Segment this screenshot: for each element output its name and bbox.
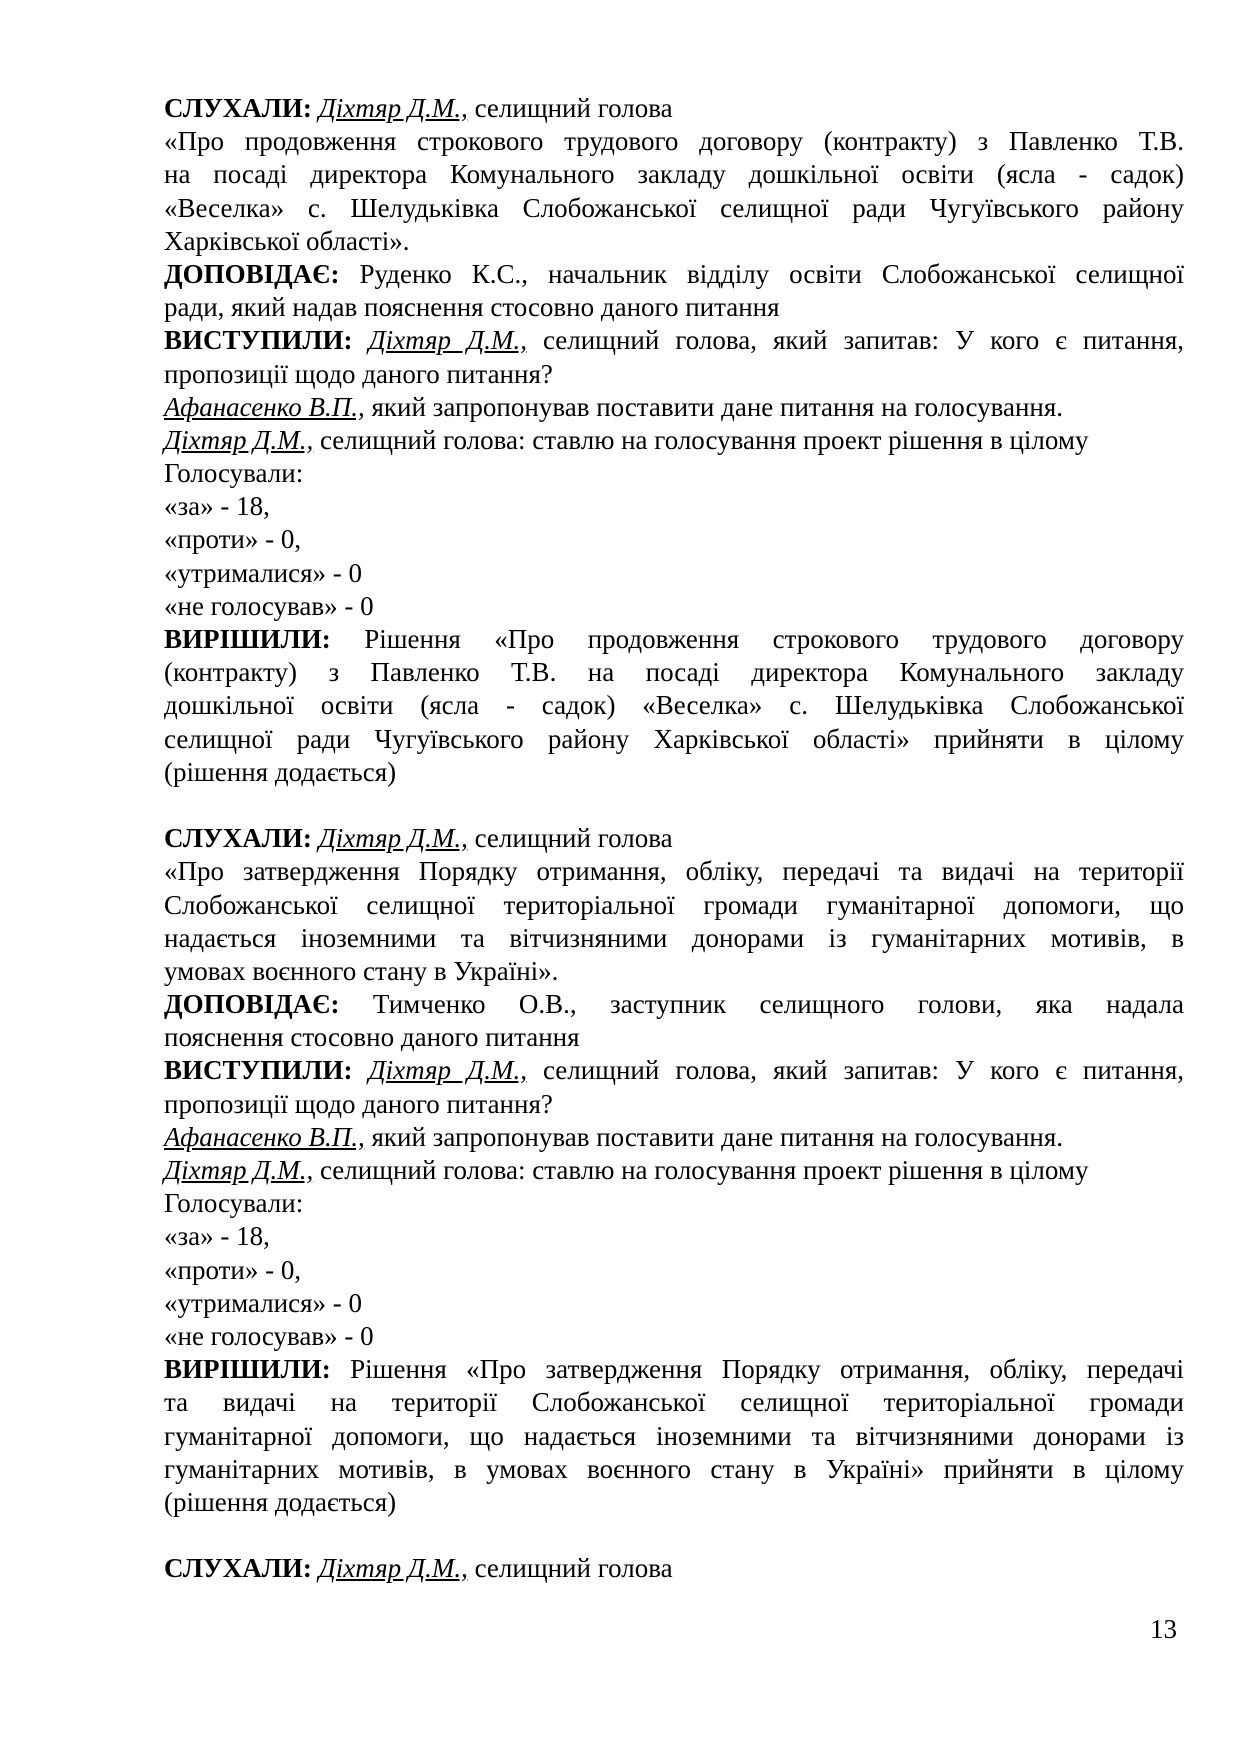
speaker-name: Афанасенко В.П., — [164, 1121, 365, 1152]
speaker-name: Діхтяр Д.М., — [318, 1553, 468, 1584]
subject-line: «Про затвердження Порядку отримання, обліку, передачі та видачі на території — [164, 856, 1184, 887]
subject-line: надається іноземними та вітчизняними донорами із гуманітарних мотивів, в — [164, 922, 1184, 953]
speaker-name: Діхтяр Д.М., — [368, 1055, 527, 1086]
heard-line — [164, 92, 1184, 125]
decision-attached: (рішення додається) — [164, 756, 397, 787]
subject-line: Харківської області». — [164, 225, 410, 256]
reporter-text: Руденко К.С., начальник відділу освіти Слобожанської селищної — [339, 258, 1184, 289]
reported-line-cont: пояснення стосовно даного питання — [164, 1022, 580, 1053]
decided-label: ВИРІШИЛИ: — [164, 624, 331, 654]
decision-line: дошкільної освіти (ясла - садок) «Веселка» с. Шелудьківка Слобожанської — [164, 690, 1184, 721]
spoke-line-cont: пропозиції щодо даного питання? — [164, 1088, 553, 1119]
decided-label: ВИРІШИЛИ: — [164, 1354, 331, 1385]
decision-text: Рішення «Про продовження строкового трудового договору — [330, 624, 1184, 654]
agenda-item-1 — [164, 92, 1184, 789]
speaker-name: Діхтяр Д.М., — [368, 325, 527, 356]
spoke-line-cont: пропозиції щодо даного питання? — [164, 358, 553, 389]
proposal-line — [164, 1121, 1184, 1154]
subject-line: Слобожанської селищної територіальної громади гуманітарної допомоги, що — [164, 889, 1184, 920]
speaker-name: Діхтяр Д.М., — [164, 1155, 314, 1185]
vote-abstained: «утрималися» - 0 — [164, 557, 363, 588]
heard-label: СЛУХАЛИ: — [164, 93, 312, 123]
decision-line: гуманітарних мотивів, в умовах воєнного стану в Україні» прийняти в цілому — [164, 1453, 1184, 1484]
vote-against: «проти» - 0, — [164, 524, 302, 555]
heard-label: СЛУХАЛИ: — [164, 823, 312, 854]
reported-label: ДОПОВІДАЄ: — [164, 989, 340, 1020]
reporter-text: Тимченко О.В., заступник селищного голови, яка надала — [339, 989, 1184, 1020]
proposal-text: який запропонував поставити дане питання на голосування. — [364, 391, 1064, 422]
speaker-role: селищний голова — [467, 1553, 673, 1584]
decision-line: селищної ради Чугуївського району Харківської області» прийняти в цілому — [164, 723, 1184, 754]
speaker-name: Діхтяр Д.М., — [318, 93, 468, 123]
decided-line — [164, 623, 1184, 656]
reported-line — [164, 988, 1184, 1021]
vote-abstained: «утрималися» - 0 — [164, 1287, 363, 1318]
vote-call-text: селищний голова: ставлю на голосування проект рішення в цілому — [313, 424, 1089, 455]
voted-heading: Голосували: — [164, 1188, 304, 1219]
vote-for: «за» - 18, — [164, 1221, 270, 1252]
heard-line — [164, 1552, 1184, 1585]
reported-line-cont: ради, який надав пояснення стосовно даного питання — [164, 292, 780, 323]
spoke-line — [164, 324, 1184, 357]
subject-line: «Веселка» с. Шелудьківка Слобожанської селищної ради Чугуївського району — [164, 192, 1184, 223]
paragraph-gap — [164, 789, 1184, 822]
reported-label: ДОПОВІДАЄ: — [164, 258, 340, 289]
vote-not-voted: «не голосував» - 0 — [164, 1320, 374, 1351]
speaker-name: Афанасенко В.П., — [164, 391, 365, 422]
agenda-item-2 — [164, 822, 1184, 1519]
heard-label: СЛУХАЛИ: — [164, 1553, 312, 1584]
voted-heading: Голосували: — [164, 458, 304, 489]
decided-line — [164, 1353, 1184, 1386]
speaker-role: селищний голова — [467, 93, 673, 123]
spoke-line — [164, 1054, 1184, 1087]
agenda-item-3 — [164, 1552, 1184, 1585]
spoke-label: ВИСТУПИЛИ: — [164, 1055, 353, 1086]
protocol-body — [164, 92, 1184, 1585]
subject-line: «Про продовження строкового трудового договору (контракту) з Павленко Т.В. — [164, 126, 1184, 157]
proposal-text: який запропонував поставити дане питання на голосування. — [364, 1121, 1064, 1152]
vote-call-text: селищний голова: ставлю на голосування проект рішення в цілому — [313, 1155, 1089, 1185]
decision-line: гуманітарної допомоги, що надається іноземними та вітчизняними донорами із — [164, 1420, 1184, 1451]
decision-attached: (рішення додається) — [164, 1486, 397, 1517]
speaker-name: Діхтяр Д.М., — [164, 424, 314, 455]
speaker-question: селищний голова, який запитав: У кого є питання, — [526, 325, 1184, 356]
reported-line — [164, 258, 1184, 291]
vote-against: «проти» - 0, — [164, 1254, 302, 1285]
subject-line: умовах воєнного стану в Україні». — [164, 955, 559, 986]
heard-line — [164, 822, 1184, 855]
decision-line: (контракту) з Павленко Т.В. на посаді директора Комунального закладу — [164, 657, 1184, 688]
speaker-question: селищний голова, який запитав: У кого є питання, — [526, 1055, 1184, 1086]
speaker-role: селищний голова — [467, 823, 673, 854]
paragraph-gap — [164, 1519, 1184, 1552]
decision-text: Рішення «Про затвердження Порядку отримання, обліку, передачі — [330, 1354, 1184, 1385]
proposal-line — [164, 391, 1184, 424]
page-number: 13 — [1150, 1614, 1177, 1644]
vote-call-line — [164, 424, 1184, 457]
vote-call-line — [164, 1154, 1184, 1187]
decision-line: та видачі на території Слобожанської селищної територіальної громади — [164, 1387, 1184, 1418]
vote-not-voted: «не голосував» - 0 — [164, 590, 374, 621]
subject-line: на посаді директора Комунального закладу дошкільної освіти (ясла - садок) — [164, 159, 1184, 190]
spoke-label: ВИСТУПИЛИ: — [164, 325, 353, 356]
speaker-name: Діхтяр Д.М., — [318, 823, 468, 854]
vote-for: «за» - 18, — [164, 491, 270, 522]
